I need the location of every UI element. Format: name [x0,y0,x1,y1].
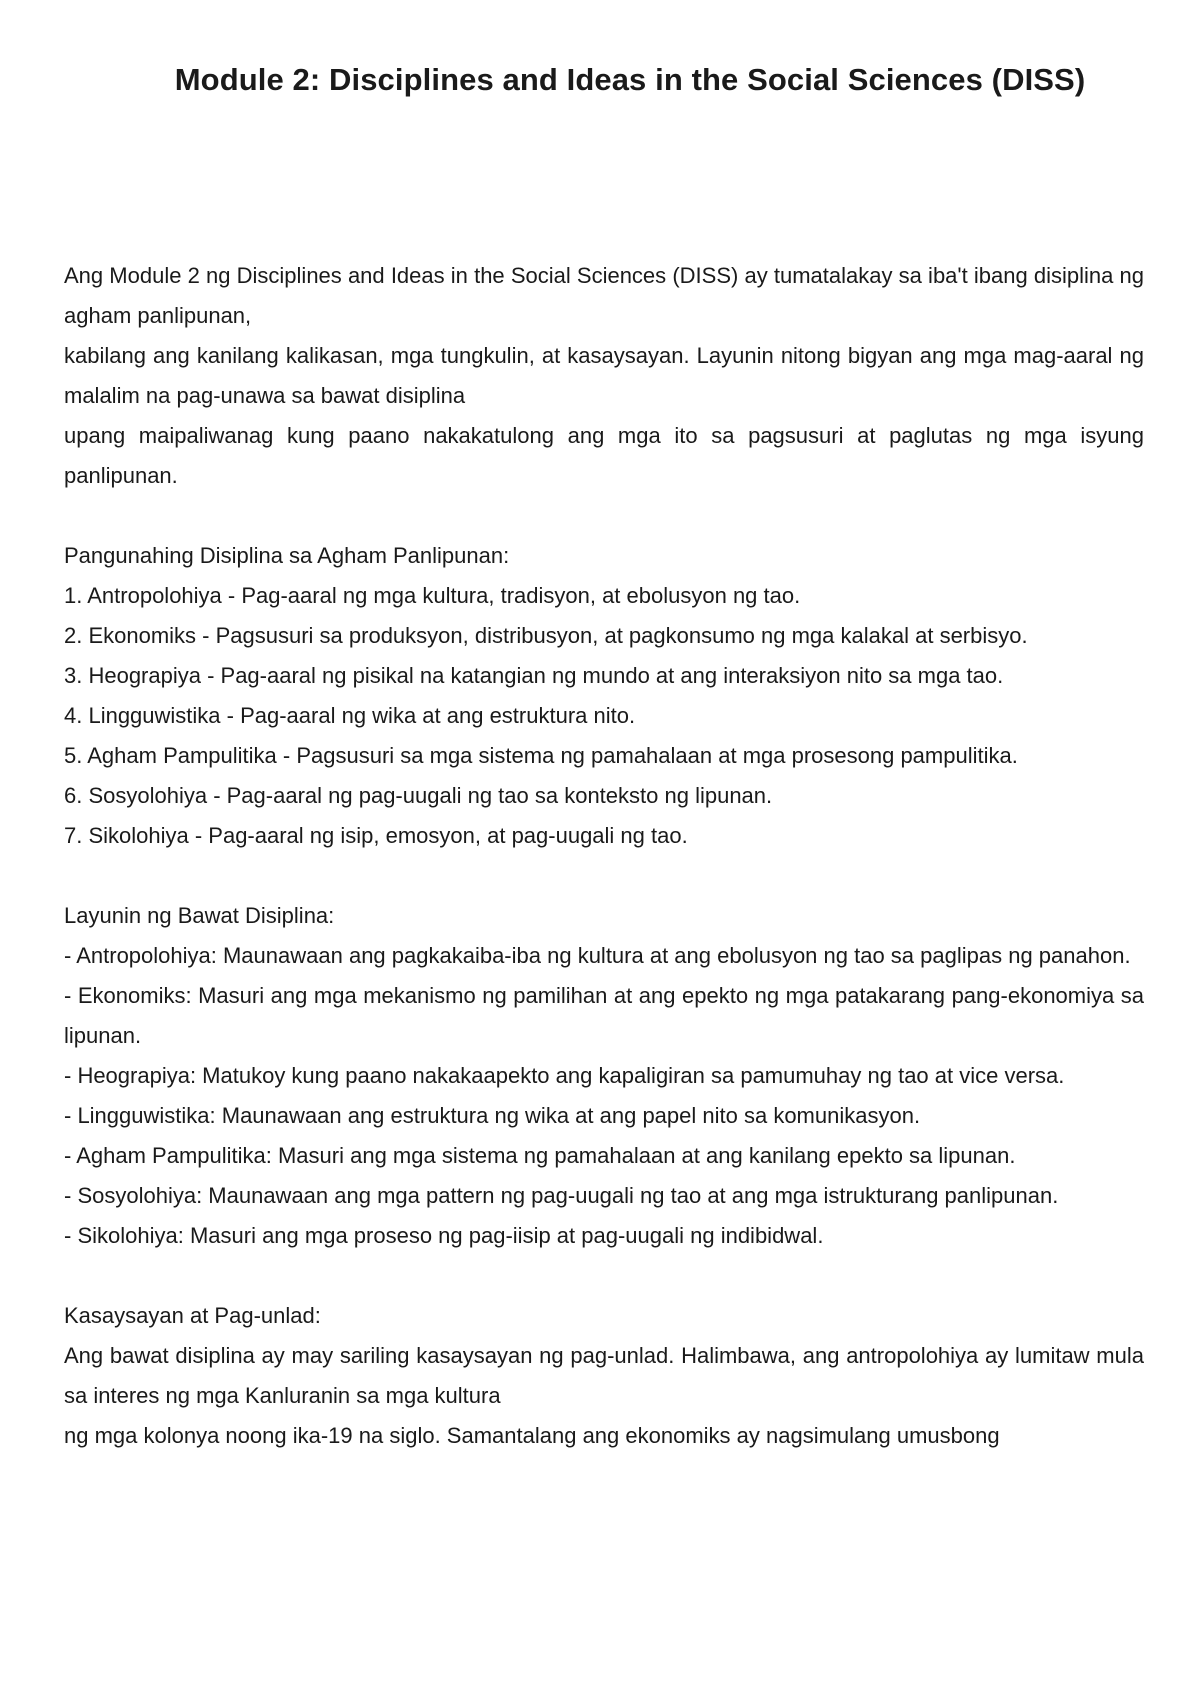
history-paragraph-2: ng mga kolonya noong ika-19 na siglo. Samantalang ang ekonomiks ay nagsimulang umusbong [64,1423,1000,1448]
disciplines-list [64,576,1144,856]
list-item: 6. Sosyolohiya - Pag-aaral ng pag-uugali ng tao sa konteksto ng lipunan. [64,783,773,808]
list-item: - Ekonomiks: Masuri ang mga mekanismo ng pamilihan at ang epekto ng mga patakarang pang-ekonomiya sa lipunan. [64,983,1144,1048]
history-heading: Kasaysayan at Pag-unlad: [64,1303,321,1328]
list-item: 3. Heograpiya - Pag-aaral ng pisikal na katangian ng mundo at ang interaksiyon nito sa mga tao. [64,663,1004,688]
intro-paragraph-2: kabilang ang kanilang kalikasan, mga tungkulin, at kasaysayan. Layunin nitong bigyan ang mga mag-aaral ng malalim na pag-unawa sa bawat disiplina [64,343,1144,408]
goals-list [64,936,1144,1256]
history-paragraph-1: Ang bawat disiplina ay may sariling kasaysayan ng pag-unlad. Halimbawa, ang antropolohiya ay lumitaw mula sa interes ng mga Kanluranin sa mga kultura [64,1343,1144,1408]
list-item: 1. Antropolohiya - Pag-aaral ng mga kultura, tradisyon, at ebolusyon ng tao. [64,583,801,608]
spacer [64,496,1144,536]
list-item: 4. Lingguwistika - Pag-aaral ng wika at ang estruktura nito. [64,703,636,728]
goals-heading: Layunin ng Bawat Disiplina: [64,903,335,928]
list-item: 5. Agham Pampulitika - Pagsusuri sa mga sistema ng pamahalaan at mga prosesong pampulitika. [64,743,1018,768]
list-item: - Agham Pampulitika: Masuri ang mga sistema ng pamahalaan at ang kanilang epekto sa lipunan. [64,1143,1016,1168]
page-title: Module 2: Disciplines and Ideas in the Social Sciences (DISS) [174,62,1086,97]
list-item: - Sosyolohiya: Maunawaan ang mga pattern ng pag-uugali ng tao at ang mga istrukturang panlipunan. [64,1183,1059,1208]
intro-paragraph-3: upang maipaliwanag kung paano nakakatulong ang mga ito sa pagsusuri at paglutas ng mga isyung panlipunan. [64,423,1144,488]
list-item: 2. Ekonomiks - Pagsusuri sa produksyon, distribusyon, at pagkonsumo ng mga kalakal at serbisyo. [64,623,1028,648]
list-item: - Antropolohiya: Maunawaan ang pagkakaiba-iba ng kultura at ang ebolusyon ng tao sa paglipas ng panahon. [64,943,1131,968]
intro-paragraph-1: Ang Module 2 ng Disciplines and Ideas in the Social Sciences (DISS) ay tumatalakay sa iba't ibang disiplina ng agham panlipunan, [64,263,1144,328]
spacer [64,856,1144,896]
list-item: - Heograpiya: Matukoy kung paano nakakaapekto ang kapaligiran sa pamumuhay ng tao at vice versa. [64,1063,1065,1088]
list-item: 7. Sikolohiya - Pag-aaral ng isip, emosyon, at pag-uugali ng tao. [64,823,688,848]
spacer [64,1256,1144,1296]
document-body [64,256,1144,1456]
disciplines-heading: Pangunahing Disiplina sa Agham Panlipunan: [64,543,510,568]
list-item: - Sikolohiya: Masuri ang mga proseso ng pag-iisip at pag-uugali ng indibidwal. [64,1223,824,1248]
list-item: - Lingguwistika: Maunawaan ang estruktura ng wika at ang papel nito sa komunikasyon. [64,1103,921,1128]
